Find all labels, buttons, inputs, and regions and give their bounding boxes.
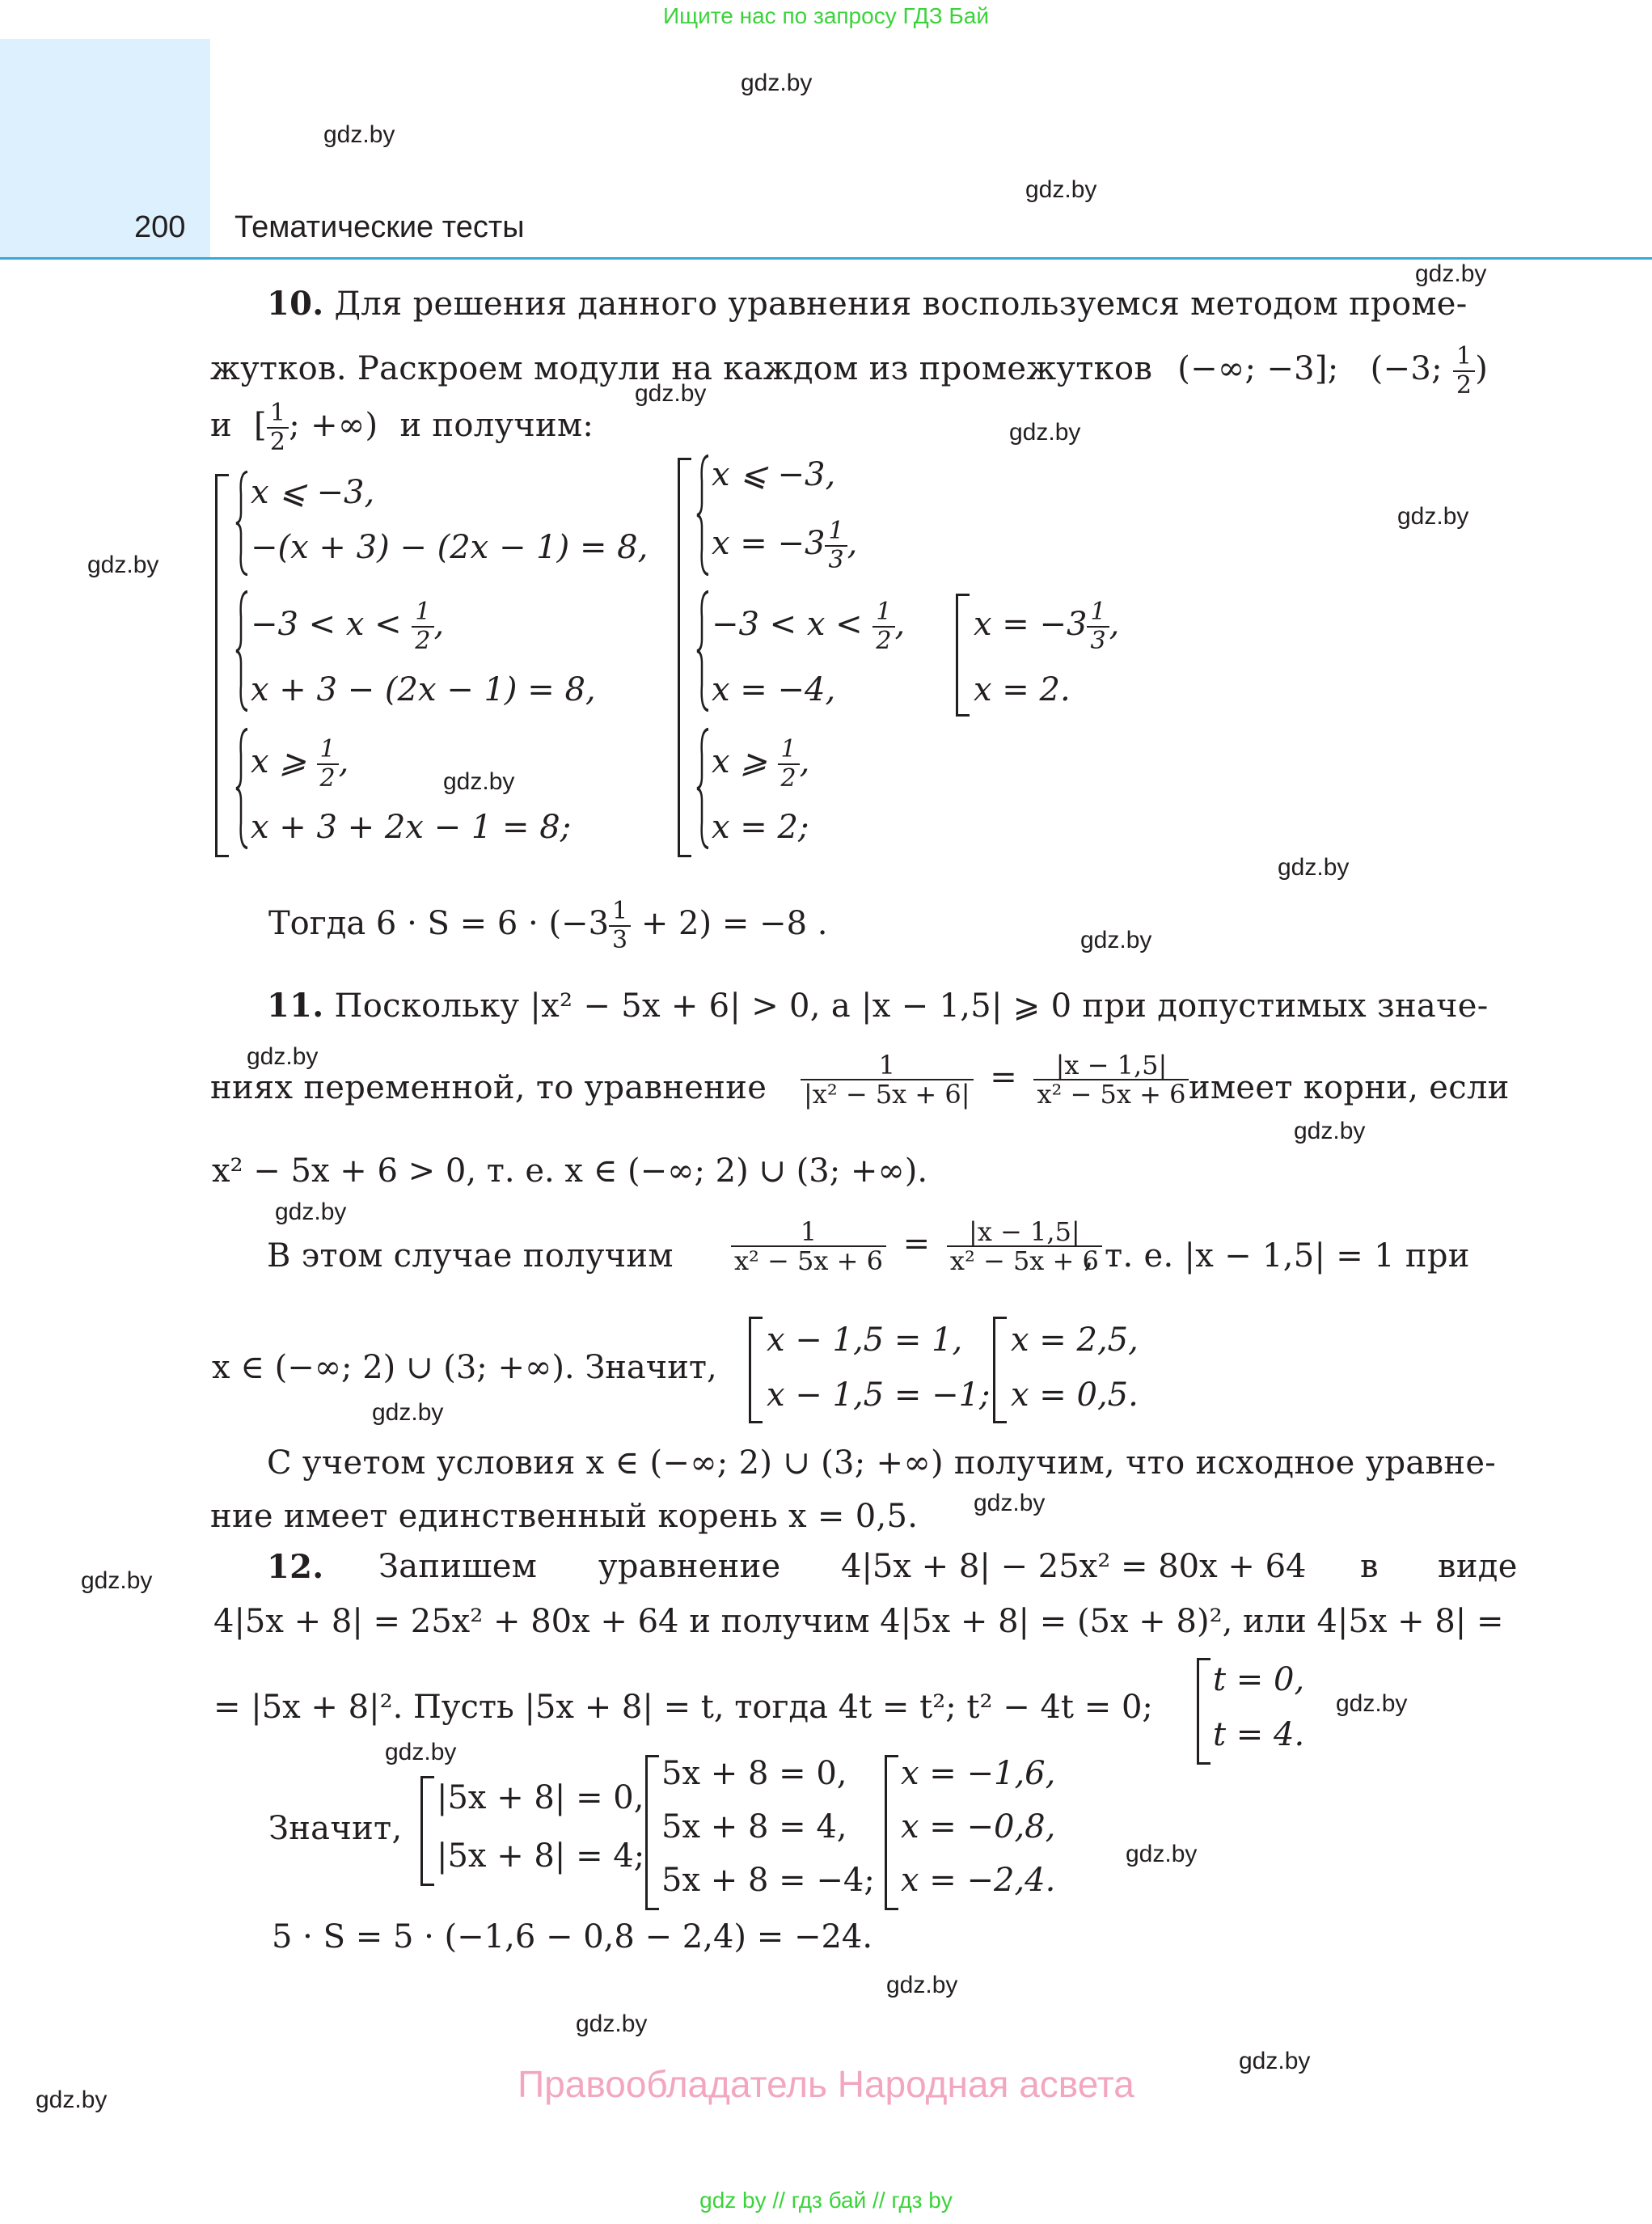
p11-s1b: x − 1,5 = −1; xyxy=(767,1376,991,1414)
r1-b: x = −3 $\frac{1}{3}$ , xyxy=(712,517,858,574)
p10-get: и получим: xyxy=(399,407,594,444)
p12-word1: Запишем xyxy=(378,1548,538,1585)
sys1-a: x ⩽ −3, xyxy=(251,474,375,511)
p11-line2-right: имеет корни, если xyxy=(1189,1069,1510,1106)
p12-number: 12. xyxy=(267,1548,324,1586)
fraction-third: $\frac{1}{3}$ xyxy=(1087,598,1109,655)
p11-s1a: x − 1,5 = 1, xyxy=(767,1321,963,1359)
header-divider xyxy=(0,257,1652,260)
watermark: gdz.by xyxy=(1336,1690,1408,1717)
fraction-half: $\frac{1}{2}$ xyxy=(1453,343,1475,400)
watermark: gdz.by xyxy=(385,1739,457,1765)
fraction-third: $\frac{1}{3}$ xyxy=(825,518,847,574)
p12-equation: 4|5x + 8| − 25x² = 80x + 64 xyxy=(841,1548,1307,1585)
watermark: gdz.by xyxy=(323,121,395,148)
p11-line2-left: ниях переменной, то уравнение xyxy=(210,1069,767,1106)
f-b: x = 2. xyxy=(974,671,1071,708)
watermark: gdz.by xyxy=(1415,260,1487,287)
p10-text1: Для решения данного уравнения воспользуемся методом проме- xyxy=(334,285,1468,323)
fraction-half: $\frac{1}{2}$ xyxy=(872,598,894,655)
p12-word2: уравнение xyxy=(598,1548,781,1585)
watermark: gdz.by xyxy=(247,1043,319,1070)
p11-line4-left: В этом случае получим xyxy=(267,1237,674,1275)
watermark: gdz.by xyxy=(1009,419,1081,446)
section-title: Тематические тесты xyxy=(234,210,525,244)
p12-word3: в xyxy=(1360,1548,1379,1585)
watermark: gdz.by xyxy=(372,1399,444,1426)
p11-s2b: x = 0,5. xyxy=(1011,1376,1139,1414)
sys2-b: x + 3 − (2x − 1) = 8, xyxy=(251,671,596,708)
system-brace xyxy=(695,455,710,576)
fraction-half: $\frac{1}{2}$ xyxy=(778,736,800,793)
fraction: $\frac{1}{\text{x² − 5x + 6}}$ xyxy=(731,1218,886,1275)
p12-b2: 5x + 8 = 4, xyxy=(661,1808,847,1846)
p11-text1: Поскольку |x² − 5x + 6| > 0, а |x − 1,5| ⩾ 0 при допустимых значе- xyxy=(334,987,1489,1025)
footer-links[interactable]: gdz by // гдз бай // гдз by xyxy=(699,2188,953,2213)
set-bracket xyxy=(749,1317,763,1423)
watermark: gdz.by xyxy=(87,552,159,578)
and-word: и xyxy=(210,407,232,444)
p12-final: 5 · S = 5 · (−1,6 − 0,8 − 2,4) = −24. xyxy=(272,1918,873,1956)
r3-a: x ⩾ $\frac{1}{2}$ , xyxy=(712,735,810,793)
set-bracket xyxy=(885,1755,898,1910)
p10-answer: Тогда 6 · S = 6 · (−3 $\frac{1}{3}$ + 2) = −8 . xyxy=(268,897,828,954)
watermark: gdz.by xyxy=(974,1490,1046,1516)
watermark: gdz.by xyxy=(275,1199,347,1225)
watermark: gdz.by xyxy=(36,2087,108,2113)
set-bracket xyxy=(993,1317,1007,1423)
f-a: x = −3 $\frac{1}{3}$ , xyxy=(974,598,1120,655)
p12-c1: x = −1,6, xyxy=(901,1755,1056,1792)
p12-line3: = |5x + 8|². Пусть |5x + 8| = t, тогда 4t = t²; t² − 4t = 0; xyxy=(213,1689,1153,1726)
p11-line7: ние имеет единственный корень x = 0,5. xyxy=(210,1498,919,1535)
p11-number: 11. xyxy=(267,987,324,1025)
p10-interval1: (−∞; −3]; xyxy=(1177,350,1339,387)
watermark: gdz.by xyxy=(1294,1118,1366,1144)
p11-line6: С учетом условия x ∈ (−∞; 2) ∪ (3; +∞) получим, что исходное уравне- xyxy=(267,1444,1497,1482)
watermark: gdz.by xyxy=(443,768,515,795)
watermark: gdz.by xyxy=(635,380,707,407)
p12-so: Значит, xyxy=(268,1810,403,1847)
r2-a: −3 < x < $\frac{1}{2}$ , xyxy=(712,598,906,655)
p10-line2 xyxy=(210,343,1488,400)
p11-line4-right: , т. е. |x − 1,5| = 1 при xyxy=(1084,1237,1470,1275)
p12-line2: 4|5x + 8| = 25x² + 80x + 64 и получим 4|5x + 8| = (5x + 8)², или 4|5x + 8| = xyxy=(213,1603,1504,1640)
page-number: 200 xyxy=(134,210,186,244)
watermark: gdz.by xyxy=(886,1972,958,1998)
fraction-half: $\frac{1}{2}$ xyxy=(317,736,339,793)
p10-interval3: [ $\frac{1}{2}$ ; +∞) xyxy=(253,399,378,456)
fraction-third: $\frac{1}{3}$ xyxy=(609,898,631,954)
interval2-close: ) xyxy=(1475,350,1489,387)
copyright-holder: Правообладатель Народная асвета xyxy=(518,2063,1134,2105)
system-brace xyxy=(234,471,249,576)
sys1-b: −(x + 3) − (2x − 1) = 8, xyxy=(251,529,649,566)
r3-b: x = 2; xyxy=(712,809,809,846)
interval2-open: (−3; xyxy=(1370,350,1443,387)
p12-c3: x = −2,4. xyxy=(901,1862,1056,1899)
fraction: $\frac{|x - 1,5|}{\text{x² − 5x + 6}}$ xyxy=(1033,1051,1189,1108)
p11-s2a: x = 2,5, xyxy=(1011,1321,1139,1359)
set-bracket-left xyxy=(215,474,229,857)
system-brace xyxy=(234,590,249,712)
watermark: gdz.by xyxy=(1278,854,1350,881)
set-bracket-middle xyxy=(678,458,691,857)
set-bracket xyxy=(645,1755,659,1910)
set-bracket xyxy=(1197,1658,1210,1765)
p12-t1: t = 0, xyxy=(1213,1661,1305,1698)
watermark: gdz.by xyxy=(81,1567,153,1594)
p12-t2: t = 4. xyxy=(1213,1716,1305,1753)
p10-text2: жутков. Раскроем модули на каждом из промежутков xyxy=(210,350,1153,387)
r2-b: x = −4, xyxy=(712,671,836,708)
r1-a: x ⩽ −3, xyxy=(712,456,836,493)
top-banner[interactable]: Ищите нас по запросу ГДЗ Бай xyxy=(662,3,990,28)
p12-word4: виде xyxy=(1438,1548,1518,1585)
system-brace xyxy=(695,590,710,712)
p12-a2: |5x + 8| = 4; xyxy=(437,1837,645,1875)
fraction: $\frac{1}{\text{|x² − 5x + 6|}}$ xyxy=(801,1051,974,1108)
p11-equation1: $\frac{1}{\text{|x² − 5x + 6|}}$ = $\frac{|x - 1,5|}{\text{x² − 5x + 6}}$ xyxy=(801,1051,1189,1108)
watermark: gdz.by xyxy=(1239,2048,1311,2074)
fraction-half: $\frac{1}{2}$ xyxy=(412,598,433,655)
p11-line5: x ∈ (−∞; 2) ∪ (3; +∞). Значит, xyxy=(212,1349,717,1386)
watermark: gdz.by xyxy=(1126,1841,1198,1867)
p12-b1: 5x + 8 = 0, xyxy=(661,1755,847,1792)
watermark: gdz.by xyxy=(1397,503,1469,530)
p10-line1 xyxy=(267,285,1468,323)
p11-line1 xyxy=(267,987,1489,1025)
watermark: gdz.by xyxy=(741,70,813,96)
p12-a1: |5x + 8| = 0, xyxy=(437,1779,644,1816)
p11-equation2: $\frac{1}{\text{x² − 5x + 6}}$ = $\frac{|x - 1,5|}{\text{x² − 5x + 6}}$ xyxy=(731,1218,1102,1275)
p12-c2: x = −0,8, xyxy=(901,1808,1056,1846)
set-bracket-final xyxy=(956,594,970,717)
sys2-a: −3 < x < $\frac{1}{2}$ , xyxy=(251,598,445,655)
fraction-half: $\frac{1}{2}$ xyxy=(267,400,289,456)
watermark: gdz.by xyxy=(1025,176,1097,203)
sys3-a: x ⩾ $\frac{1}{2}$ , xyxy=(251,735,349,793)
watermark: gdz.by xyxy=(1080,927,1152,953)
p11-line3: x² − 5x + 6 > 0, т. е. x ∈ (−∞; 2) ∪ (3; +∞). xyxy=(212,1152,928,1190)
system-brace xyxy=(234,728,249,849)
p12-b3: 5x + 8 = −4; xyxy=(661,1862,875,1899)
set-bracket xyxy=(420,1776,434,1886)
p10-number: 10. xyxy=(267,285,324,323)
sys3-b: x + 3 + 2x − 1 = 8; xyxy=(251,809,572,846)
fraction: $\frac{|x - 1,5|}{\text{x² − 5x + 6}}$ xyxy=(947,1218,1102,1275)
system-brace xyxy=(695,728,710,849)
p10-interval2 xyxy=(1370,342,1489,400)
watermark: gdz.by xyxy=(576,2010,648,2037)
p10-line3 xyxy=(210,400,594,456)
